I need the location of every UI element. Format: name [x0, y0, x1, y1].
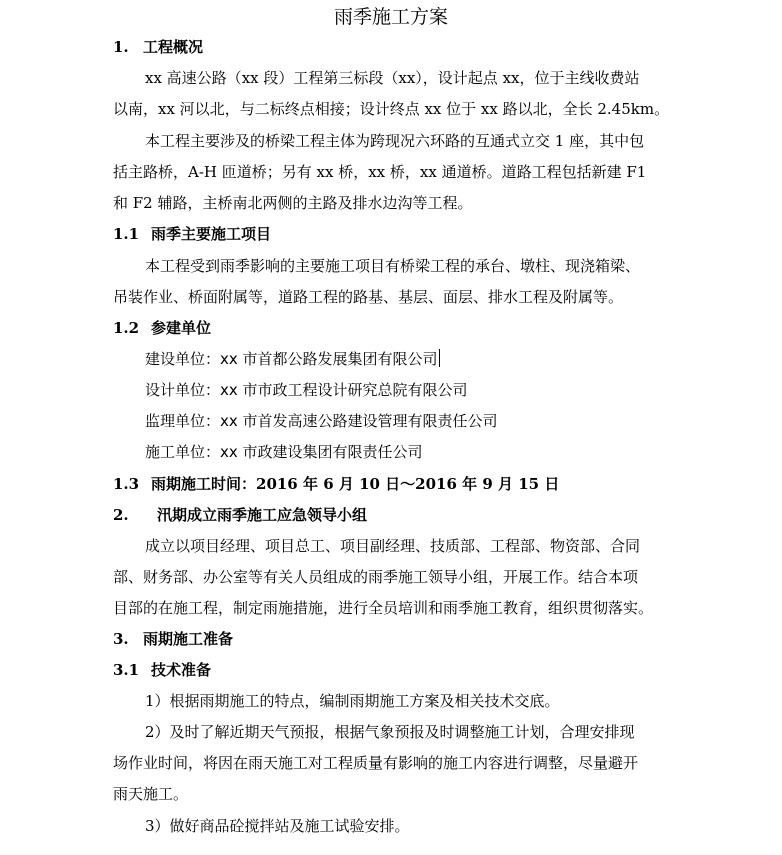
paragraph-line: 部、财务部、办公室等有关人员组成的雨季施工领导小组，开展工作。结合本项 [113, 568, 639, 586]
section-3-1-heading [113, 659, 211, 681]
section-number: 2. [113, 506, 129, 524]
section-3-heading [113, 628, 233, 650]
section-title: 雨期施工时间：2016 年 6 月 10 日～2016 年 9 月 15 日 [151, 475, 560, 493]
paragraph-line: xx 高速公路（xx 段）工程第三标段（xx），设计起点 xx，位于主线收费站 [145, 69, 640, 87]
text-cursor [439, 349, 440, 367]
unit-line-supervision: 监理单位：xx 市首发高速公路建设管理有限责任公司 [145, 412, 498, 430]
paragraph-line: 本工程主要涉及的桥梁工程主体为跨现况六环路的互通式立交 1 座，其中包 [145, 132, 645, 150]
paragraph-line: 和 F2 辅路，主桥南北两侧的主路及排水边沟等工程。 [113, 194, 473, 212]
section-number: 3. [113, 630, 129, 648]
section-number: 1.2 [113, 319, 140, 337]
section-number: 1.3 [113, 475, 140, 493]
list-item-continuation: 场作业时间，将因在雨天施工对工程质量有影响的施工内容进行调整，尽量避开 [113, 754, 639, 772]
unit-line-contractor: 施工单位：xx 市政建设集团有限责任公司 [145, 443, 423, 461]
paragraph-line: 目部的在施工程，制定雨施措施，进行全员培训和雨季施工教育，组织贯彻落实。 [113, 599, 654, 617]
section-title: 汛期成立雨季施工应急领导小组 [157, 506, 368, 524]
section-number: 1.1 [113, 225, 140, 243]
section-1-3-heading [113, 473, 559, 495]
unit-line-design: 设计单位：xx 市市政工程设计研究总院有限公司 [145, 381, 468, 399]
section-1-heading [113, 36, 203, 58]
section-number: 1. [113, 38, 129, 56]
paragraph-line: 成立以项目经理、项目总工、项目副经理、技质部、工程部、物资部、合同 [145, 537, 641, 555]
section-1-2-heading [113, 317, 211, 339]
section-title: 雨季主要施工项目 [151, 225, 272, 243]
section-title: 雨期施工准备 [143, 630, 234, 648]
section-2-heading [113, 504, 367, 526]
unit-text: 建设单位：xx 市首都公路发展集团有限公司 [145, 350, 438, 368]
list-item: 2）及时了解近期天气预报，根据气象预报及时调整施工计划，合理安排现 [145, 723, 635, 741]
paragraph-line: 吊装作业、桥面附属等，道路工程的路基、基层、面层、排水工程及附属等。 [113, 288, 624, 306]
section-number: 3.1 [113, 661, 140, 679]
page-title: 雨季施工方案 [333, 6, 448, 28]
paragraph-line: 以南，xx 河以北，与二标终点相接；设计终点 xx 位于 xx 路以北，全长 2.45km。 [113, 100, 670, 118]
section-title: 技术准备 [151, 661, 212, 679]
list-item: 3）做好商品砼搅拌站及施工试验安排。 [145, 817, 410, 835]
unit-line-construction [145, 348, 440, 370]
paragraph-line: 本工程受到雨季影响的主要施工项目有桥梁工程的承台、墩柱、现浇箱梁、 [145, 257, 641, 275]
section-title: 参建单位 [151, 319, 212, 337]
list-item: 1）根据雨期施工的特点，编制雨期施工方案及相关技术交底。 [145, 692, 560, 710]
list-item-continuation: 雨天施工。 [113, 785, 189, 803]
section-1-1-heading [113, 223, 271, 245]
paragraph-line: 括主路桥，A-H 匝道桥；另有 xx 桥，xx 桥，xx 通道桥。道路工程包括新建 F1 [113, 163, 647, 181]
section-title: 工程概况 [143, 38, 204, 56]
